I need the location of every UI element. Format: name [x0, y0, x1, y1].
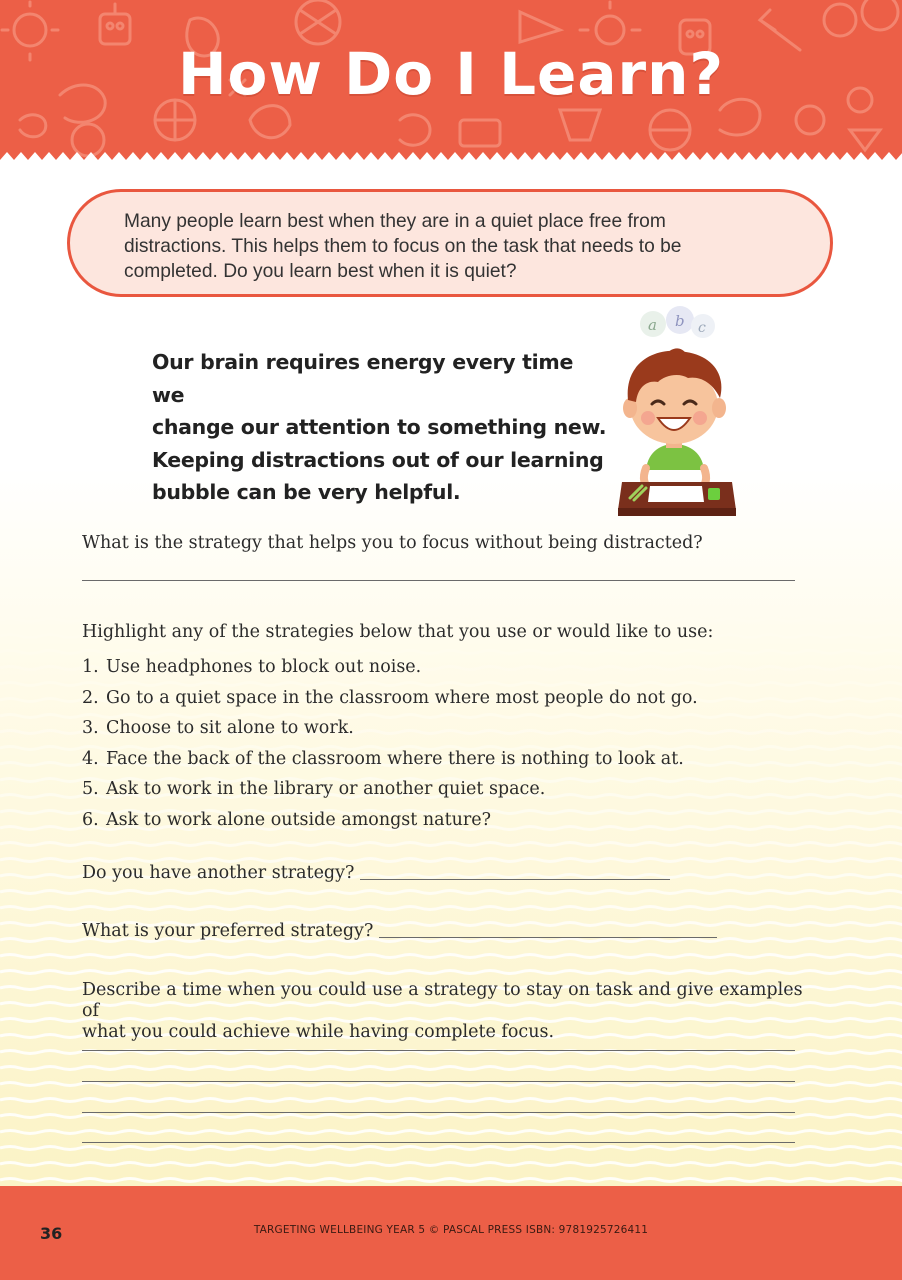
letter-b: b — [675, 312, 685, 330]
wave-line — [0, 1083, 902, 1086]
wave-line — [0, 603, 902, 606]
list-item[interactable] — [82, 652, 698, 683]
focus-question: What is the strategy that helps you to focus without being distracted? — [82, 533, 703, 553]
letter-c: c — [698, 320, 706, 336]
another-strategy-line[interactable] — [360, 879, 670, 880]
wave-line — [0, 1115, 902, 1118]
wave-line — [0, 1163, 902, 1166]
wave-line — [0, 1147, 902, 1150]
intro-callout — [67, 189, 833, 297]
answer-line[interactable] — [82, 1050, 795, 1051]
wave-line — [0, 891, 902, 894]
another-strategy-question — [82, 863, 670, 883]
describe-question — [82, 980, 812, 1043]
brain-fact — [152, 346, 612, 509]
list-item[interactable] — [82, 744, 698, 775]
strategy-list — [82, 652, 698, 836]
header-banner — [0, 0, 902, 168]
list-number: 2. — [82, 687, 99, 708]
list-item[interactable] — [82, 713, 698, 744]
list-item[interactable] — [82, 683, 698, 714]
letter-a: a — [648, 316, 657, 334]
list-number: 4. — [82, 748, 99, 769]
abc-bubbles — [640, 306, 715, 338]
wave-line — [0, 843, 902, 846]
page-title: How Do I Learn? — [177, 40, 725, 108]
wave-line — [0, 1067, 902, 1070]
copyright-credit: TARGETING WELLBEING YEAR 5 © PASCAL PRESS ISBN: 9781925726411 — [253, 1224, 649, 1236]
boy-at-desk-icon — [608, 302, 738, 520]
list-item[interactable] — [82, 805, 698, 836]
preferred-strategy-question — [82, 921, 717, 941]
list-number: 3. — [82, 718, 99, 739]
fact-line: bubble can be very helpful. — [152, 480, 461, 504]
highlight-prompt: Highlight any of the strategies below that you use or would like to use: — [82, 622, 714, 642]
preferred-strategy-label: What is your preferred strategy? — [82, 921, 374, 941]
strategy-text: Go to a quiet space in the classroom where most people do not go. — [106, 687, 698, 708]
list-number: 5. — [82, 779, 99, 800]
answer-line[interactable] — [82, 580, 795, 581]
intro-line: completed. Do you learn best when it is quiet? — [124, 261, 517, 282]
fact-line: Keeping distractions out of our learning — [152, 447, 604, 472]
wave-line — [0, 859, 902, 862]
strategy-text: Choose to sit alone to work. — [106, 718, 354, 739]
another-strategy-label: Do you have another strategy? — [82, 863, 355, 883]
fact-line: change our attention to something new. — [152, 415, 607, 439]
list-number: 1. — [82, 657, 99, 677]
wave-line — [0, 907, 902, 910]
wave-line — [0, 1179, 902, 1182]
strategy-text: Use headphones to block out noise. — [106, 657, 422, 677]
preferred-strategy-line[interactable] — [379, 937, 717, 938]
page-number: 36 — [40, 1224, 63, 1243]
fact-line: Our brain requires energy every time we — [152, 350, 574, 407]
describe-line: Describe a time when you could use a strategy to stay on task and give examples of — [82, 980, 803, 1021]
answer-line[interactable] — [82, 1112, 795, 1113]
list-number: 6. — [82, 809, 99, 830]
wave-line — [0, 1099, 902, 1102]
answer-line[interactable] — [82, 1142, 795, 1143]
describe-line: what you could achieve while having complete focus. — [82, 1022, 555, 1042]
strategy-text: Ask to work alone outside amongst nature? — [106, 809, 491, 830]
zigzag-edge — [0, 150, 902, 168]
wave-line — [0, 1131, 902, 1134]
answer-line[interactable] — [82, 1081, 795, 1082]
wave-line — [0, 955, 902, 958]
strategy-text: Face the back of the classroom where there is nothing to look at. — [106, 748, 684, 769]
intro-line: distractions. This helps them to focus on the task that needs to be — [124, 236, 682, 257]
list-item[interactable] — [82, 774, 698, 805]
strategy-text: Ask to work in the library or another quiet space. — [106, 779, 546, 800]
intro-line: Many people learn best when they are in a quiet place free from — [124, 211, 666, 232]
wave-line — [0, 971, 902, 974]
